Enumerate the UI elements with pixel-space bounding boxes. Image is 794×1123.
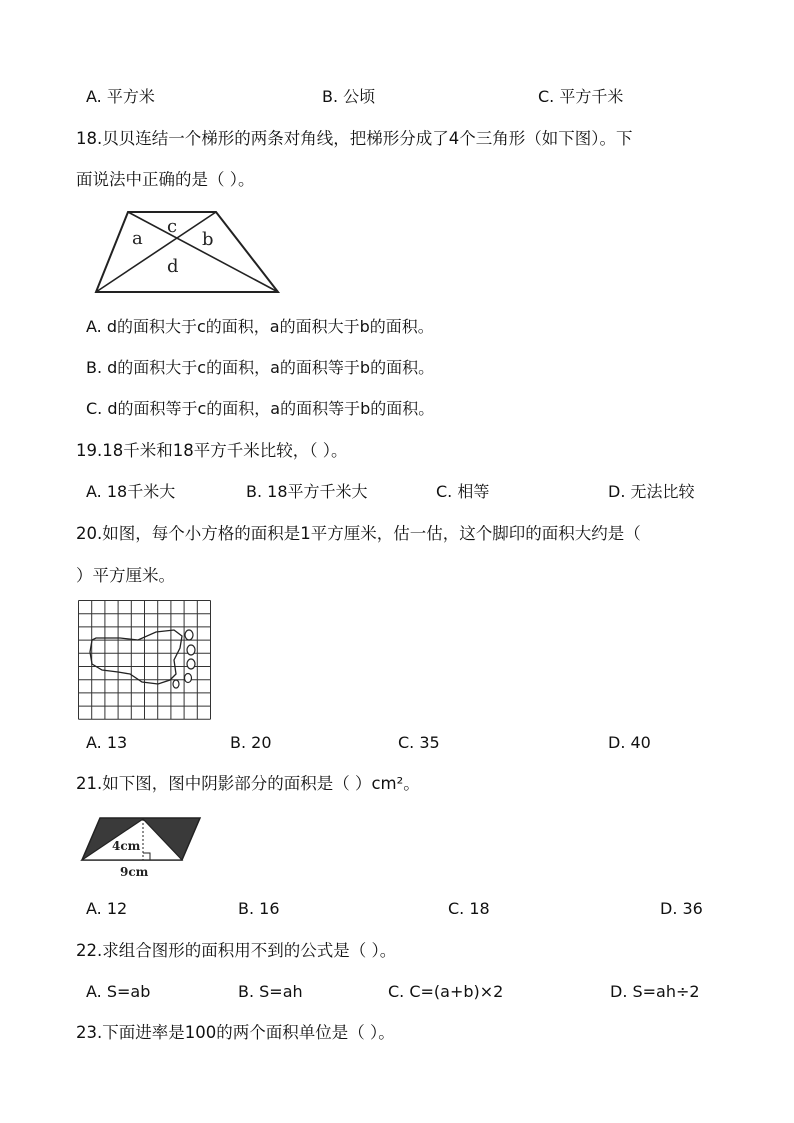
q21-option-c[interactable]: C. 18 bbox=[448, 899, 490, 918]
height-label: 4cm bbox=[112, 839, 141, 853]
q17-option-c[interactable]: C. 平方千米 bbox=[538, 87, 624, 106]
q20-option-c[interactable]: C. 35 bbox=[398, 733, 440, 752]
base-label: 9cm bbox=[120, 865, 149, 879]
q21-option-b[interactable]: B. 16 bbox=[238, 899, 280, 918]
toe-2 bbox=[187, 645, 195, 655]
q18-option-c[interactable]: C. d的面积等于c的面积，a的面积等于b的面积。 bbox=[86, 399, 435, 418]
q22-question: 22.求组合图形的面积用不到的公式是（ ）。 bbox=[76, 941, 397, 960]
label-d: d bbox=[167, 256, 179, 277]
q19-option-a[interactable]: A. 18千米大 bbox=[86, 482, 176, 501]
toe-4 bbox=[185, 674, 192, 683]
q23-question: 23.下面进率是100的两个面积单位是（ ）。 bbox=[76, 1023, 395, 1042]
q22-option-c[interactable]: C. C=(a+b)×2 bbox=[388, 982, 504, 1001]
diagonal-right bbox=[96, 212, 216, 292]
trapezoid-outline bbox=[96, 212, 278, 292]
q20-option-d[interactable]: D. 40 bbox=[608, 733, 651, 752]
footprint-outline bbox=[90, 630, 182, 684]
q18-question-line1: 18.贝贝连结一个梯形的两条对角线，把梯形分成了4个三角形（如下图）。下 bbox=[76, 129, 633, 148]
toe-3 bbox=[187, 659, 195, 669]
q19-question: 19.18千米和18平方千米比较，（ ）。 bbox=[76, 441, 348, 460]
q17-option-a[interactable]: A. 平方米 bbox=[86, 87, 155, 106]
toe-1 bbox=[185, 630, 193, 640]
q18-trapezoid-figure bbox=[94, 210, 280, 294]
q18-option-a[interactable]: A. d的面积大于c的面积，a的面积大于b的面积。 bbox=[86, 317, 434, 336]
q18-option-b[interactable]: B. d的面积大于c的面积，a的面积等于b的面积。 bbox=[86, 358, 435, 377]
q21-option-d[interactable]: D. 36 bbox=[660, 899, 703, 918]
q22-option-a[interactable]: A. S=ab bbox=[86, 982, 151, 1001]
label-c: c bbox=[167, 216, 178, 237]
diagonal-left bbox=[128, 212, 278, 292]
q19-option-b[interactable]: B. 18平方千米大 bbox=[246, 482, 368, 501]
q21-option-a[interactable]: A. 12 bbox=[86, 899, 128, 918]
q20-footprint-grid-figure bbox=[78, 600, 212, 716]
q20-question-line2: ）平方厘米。 bbox=[76, 566, 175, 585]
q20-option-a[interactable]: A. 13 bbox=[86, 733, 128, 752]
q21-question: 21.如下图，图中阴影部分的面积是（ ）cm²。 bbox=[76, 774, 420, 793]
q18-question-line2: 面说法中正确的是（ ）。 bbox=[76, 170, 255, 189]
label-b: b bbox=[202, 229, 214, 250]
q20-question-line1: 20.如图，每个小方格的面积是1平方厘米，估一估，这个脚印的面积大约是（ bbox=[76, 524, 641, 543]
q21-parallelogram-figure bbox=[80, 816, 202, 882]
q17-option-b[interactable]: B. 公顷 bbox=[322, 87, 376, 106]
q19-option-d[interactable]: D. 无法比较 bbox=[608, 482, 695, 501]
q20-option-b[interactable]: B. 20 bbox=[230, 733, 272, 752]
q19-option-c[interactable]: C. 相等 bbox=[436, 482, 490, 501]
q22-option-d[interactable]: D. S=ah÷2 bbox=[610, 982, 700, 1001]
toe-5 bbox=[173, 680, 179, 688]
q22-option-b[interactable]: B. S=ah bbox=[238, 982, 303, 1001]
label-a: a bbox=[132, 228, 143, 249]
